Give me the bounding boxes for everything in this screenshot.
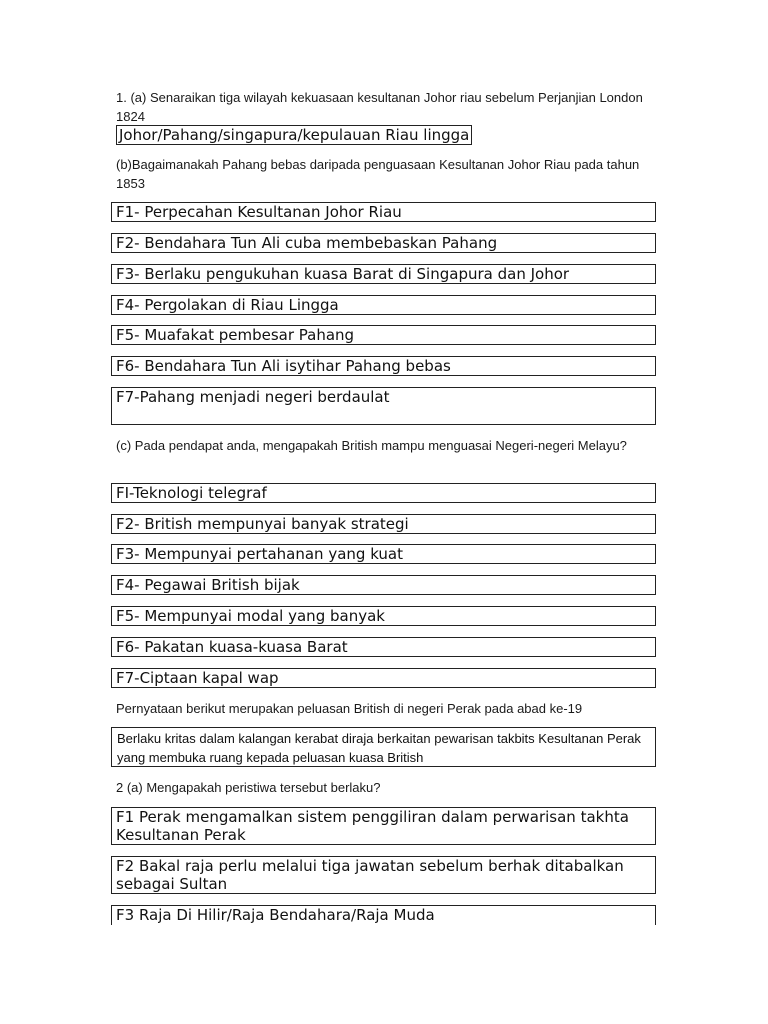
answer-1b-f7: F7-Pahang menjadi negeri berdaulat xyxy=(111,387,656,425)
answer-1b-f5: F5- Muafakat pembesar Pahang xyxy=(111,325,656,345)
answer-1c-f7: F7-Ciptaan kapal wap xyxy=(111,668,656,688)
question-1c-prompt: (c) Pada pendapat anda, mengapakah British mampu menguasai Negeri-negeri Melayu? xyxy=(116,438,627,453)
answer-1c-f6: F6- Pakatan kuasa-kuasa Barat xyxy=(111,637,656,657)
question-2-statement-box: Berlaku kritas dalam kalangan kerabat diraja berkaitan pewarisan takbits Kesultanan Perak yang membuka ruang kepada peluasan kuasa British xyxy=(111,727,656,767)
answer-1c-f4: F4- Pegawai British bijak xyxy=(111,575,656,595)
answer-1c-f2: F2- British mempunyai banyak strategi xyxy=(111,514,656,534)
answer-1c-f5: F5- Mempunyai modal yang banyak xyxy=(111,606,656,626)
answer-1c-f3: F3- Mempunyai pertahanan yang kuat xyxy=(111,544,656,564)
answer-2a-f1: F1 Perak mengamalkan sistem penggiliran dalam perwarisan takhta Kesultanan Perak xyxy=(111,807,656,845)
answer-1b-f1: F1- Perpecahan Kesultanan Johor Riau xyxy=(111,202,656,222)
answer-1b-f4: F4- Pergolakan di Riau Lingga xyxy=(111,295,656,315)
question-1a-answer-box: Johor/Pahang/singapura/kepulauan Riau lingga xyxy=(116,125,472,145)
answer-2a-f3: F3 Raja Di Hilir/Raja Bendahara/Raja Muda xyxy=(111,905,656,925)
answer-1b-f6: F6- Bendahara Tun Ali isytihar Pahang bebas xyxy=(111,356,656,376)
answer-2a-f2: F2 Bakal raja perlu melalui tiga jawatan sebelum berhak ditabalkan sebagai Sultan xyxy=(111,856,656,894)
answer-1b-f3: F3- Berlaku pengukuhan kuasa Barat di Singapura dan Johor xyxy=(111,264,656,284)
answer-1c-f1: FI-Teknologi telegraf xyxy=(111,483,656,503)
question-2a-prompt: 2 (a) Mengapakah peristiwa tersebut berlaku? xyxy=(116,780,381,795)
question-1a-prompt: 1. (a) Senaraikan tiga wilayah kekuasaan kesultanan Johor riau sebelum Perjanjian London 1824 xyxy=(116,90,643,124)
question-2-intro: Pernyataan berikut merupakan peluasan British di negeri Perak pada abad ke-19 xyxy=(116,701,583,716)
question-1b-prompt: (b)Bagaimanakah Pahang bebas daripada penguasaan Kesultanan Johor Riau pada tahun 1853 xyxy=(116,157,640,191)
answer-1b-f2: F2- Bendahara Tun Ali cuba membebaskan Pahang xyxy=(111,233,656,253)
